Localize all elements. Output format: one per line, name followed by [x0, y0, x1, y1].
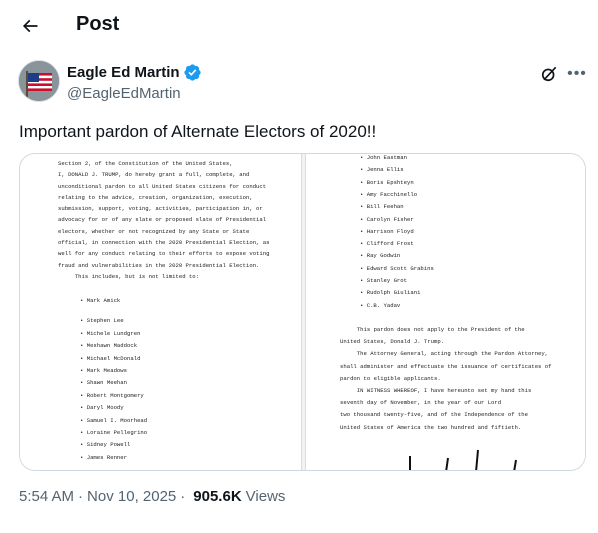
tweet-text: Important pardon of Alternate Electors of 2020!! [19, 122, 377, 141]
left-paragraph-line: Section 2, of the Constitution of the United States, [58, 160, 233, 167]
meta-separator: · [180, 488, 186, 505]
pardon-name-item: • Stephen Lee [80, 317, 124, 325]
pardon-name-item: • Clifford Frost [360, 240, 414, 248]
left-paragraph-line: well for any conduct relating to their efforts to expose voting [58, 250, 270, 258]
grok-icon [539, 64, 559, 84]
right-closing-line: United States, Donald J. Trump. [340, 338, 445, 346]
right-page-closing [340, 324, 580, 434]
right-closing-line: The Attorney General, acting through the Pardon Attorney, [340, 350, 549, 358]
top-bar [0, 0, 598, 52]
pardon-name-item: • Edward Scott Grabins [360, 264, 434, 272]
pardon-name-item: • Samuel I. Moorhead [80, 416, 148, 424]
pardon-name-item: • Carolyn Fisher [360, 215, 414, 223]
signature-icon [406, 448, 526, 471]
left-paragraph-line: This includes, but is not limited to: [58, 272, 199, 280]
pardon-name-item: • Mark Meadows [80, 367, 127, 374]
right-closing-line: shall administer and effectuate the issuance of certificates of [340, 362, 552, 370]
left-page-paragraph [58, 158, 293, 282]
pardon-name-item: • Meshawn Maddock [80, 342, 138, 350]
left-paragraph-line: fraud and vulnerabilities in the 2020 Presidential Election. [58, 261, 260, 269]
pardon-name-item: • Mark Amick [80, 297, 121, 304]
left-paragraph-line: relating to the advice, creation, organization, execution, [58, 193, 253, 201]
post-meta [19, 488, 285, 505]
right-closing-line: two thousand twenty-five, and of the Independence of the [340, 411, 528, 419]
tweet-media-image[interactable] [19, 153, 586, 471]
pardon-name-item: • Robert Montgomery [80, 391, 144, 399]
display-name[interactable]: Eagle Ed Martin [67, 64, 180, 81]
pardon-name-item: • Stanley Grot [360, 277, 407, 284]
pardon-name-item: • Rudolph Giuliani [360, 289, 421, 297]
verified-badge-icon [183, 63, 202, 82]
views-label: Views [245, 488, 286, 505]
left-paragraph-line: electors, whether or not recognized by any State or State [58, 227, 250, 235]
grok-button[interactable] [537, 62, 561, 86]
handle[interactable]: @EagleEdMartin [67, 85, 181, 102]
pardon-name-item: • Bill Feehan [360, 203, 404, 211]
avatar[interactable] [18, 60, 60, 102]
pardon-name-item: • Jenna Ellis [360, 166, 404, 174]
pardon-name-item: • C.B. Yadav [360, 301, 401, 309]
page-title: Post [76, 13, 120, 35]
views-count[interactable]: 905.6K [193, 488, 242, 505]
right-closing-line: pardon to eligible applicants. [340, 374, 441, 382]
arrow-left-icon [20, 16, 40, 36]
pardon-name-item: • Amy Facchinello [360, 190, 418, 198]
american-flag-avatar-icon [19, 61, 60, 102]
pardon-name-item: • James Renner [80, 453, 127, 461]
back-button[interactable] [14, 10, 46, 42]
right-closing-line: United States of America the two hundred and fiftieth. [340, 423, 522, 431]
left-paragraph-line: I, DONALD J. TRUMP, do hereby grant a full, complete, and [58, 171, 250, 179]
pardon-name-item: • Boris Epshteyn [360, 178, 414, 186]
pardon-name-item: • John Eastman [360, 154, 407, 161]
post-time[interactable]: 5:54 AM [19, 488, 75, 505]
left-paragraph-line: official, in connection with the 2020 Presidential Election, as [58, 239, 270, 247]
pardon-name-item: • Loraine Pellegrino [80, 429, 148, 436]
pardon-name-item: • Michael McDonald [80, 354, 141, 362]
right-closing-line: seventh day of November, in the year of our Lord [340, 399, 502, 407]
left-paragraph-line: advocacy for or of any slate or proposed slate of Presidential [58, 216, 267, 224]
left-paragraph-line: submission, support, voting, activities, participation in, or [58, 205, 263, 213]
pardon-name-item: • Ray Godwin [360, 252, 401, 260]
pardon-name-item: • Sidney Powell [80, 441, 131, 449]
post-date[interactable]: Nov 10, 2025 [87, 488, 177, 505]
more-options-icon[interactable]: ••• [567, 65, 587, 82]
right-closing-line: This pardon does not apply to the President of the [340, 326, 525, 333]
right-closing-line: IN WITNESS WHEREOF, I have hereunto set my hand this [340, 386, 532, 394]
pardon-name-item: • Michele Lundgren [80, 329, 141, 337]
left-paragraph-line: unconditional pardon to all United States citizens for conduct [58, 182, 267, 190]
pardon-name-item: • Shawn Meehan [80, 379, 127, 387]
name-line [67, 63, 202, 82]
meta-separator: · [78, 488, 84, 505]
author-row [16, 58, 586, 108]
document-page-left [20, 154, 301, 471]
pardon-name-item: • Daryl Moody [80, 404, 124, 412]
page-edge [301, 154, 302, 471]
document-page-right [306, 154, 586, 471]
pardon-name-item: • Harrison Floyd [360, 227, 414, 235]
